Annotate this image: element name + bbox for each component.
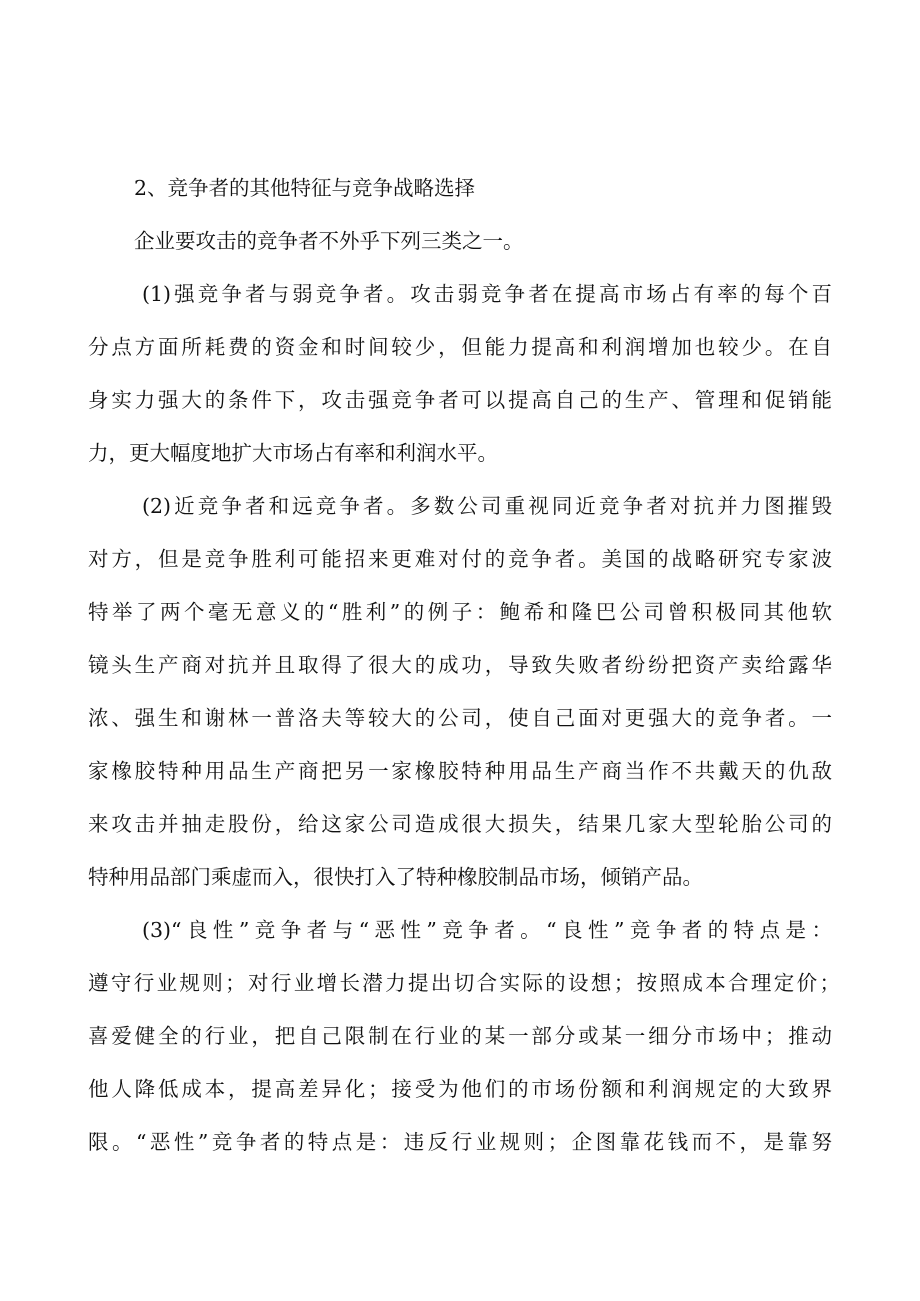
paragraph-line: 遵守行业规则；对行业增长潜力提出切合实际的设想；按照成本合理定价； xyxy=(88,971,840,995)
paragraph-line: (2)近竞争者和远竞争者。多数公司重视同近竞争者对抗并力图摧毁 xyxy=(142,494,832,518)
paragraph-line: 喜爱健全的行业，把自己限制在行业的某一部分或某一细分市场中；推动 xyxy=(88,1024,832,1048)
paragraph-line: 身实力强大的条件下，攻击强竞争者可以提高自己的生产、管理和促销能 xyxy=(88,388,832,412)
paragraph-line: 来攻击并抽走股份，给这家公司造成很大损失，结果几家大型轮胎公司的 xyxy=(88,812,832,836)
intro-line: 企业要攻击的竞争者不外乎下列三类之一。 xyxy=(134,229,524,253)
paragraph-line: 特种用品部门乘虚而入，很快打入了特种橡胶制品市场，倾销产品。 xyxy=(88,865,703,889)
section-heading: 2、竞争者的其他特征与竞争战略选择 xyxy=(134,176,476,200)
paragraph-line: 分点方面所耗费的资金和时间较少，但能力提高和利润增加也较少。在自 xyxy=(88,335,832,359)
paragraph-line: 他人降低成本，提高差异化；接受为他们的市场份额和利润规定的大致界 xyxy=(88,1077,832,1101)
paragraph-line: 特举了两个毫无意义的“胜利”的例子：鲍希和隆巴公司曾积极同其他软 xyxy=(88,600,832,624)
paragraph-line: (3)“良性”竞争者与“恶性”竞争者。“良性”竞争者的特点是： xyxy=(142,918,832,942)
paragraph-line: 对方，但是竞争胜利可能招来更难对付的竞争者。美国的战略研究专家波 xyxy=(88,547,832,571)
paragraph-line: 力，更大幅度地扩大市场占有率和利润水平。 xyxy=(88,441,498,465)
paragraph-line: 限。“恶性”竞争者的特点是：违反行业规则；企图靠花钱而不，是靠努 xyxy=(88,1130,832,1154)
paragraph-line: 家橡胶特种用品生产商把另一家橡胶特种用品生产商当作不共戴天的仇敌 xyxy=(88,759,832,783)
paragraph-line: 浓、强生和谢林一普洛夫等较大的公司，使自己面对更强大的竞争者。一 xyxy=(88,706,832,730)
paragraph-line: (1)强竞争者与弱竞争者。攻击弱竞争者在提高市场占有率的每个百 xyxy=(142,282,832,306)
paragraph-line: 镜头生产商对抗并且取得了很大的成功，导致失败者纷纷把资产卖给露华 xyxy=(88,653,832,677)
